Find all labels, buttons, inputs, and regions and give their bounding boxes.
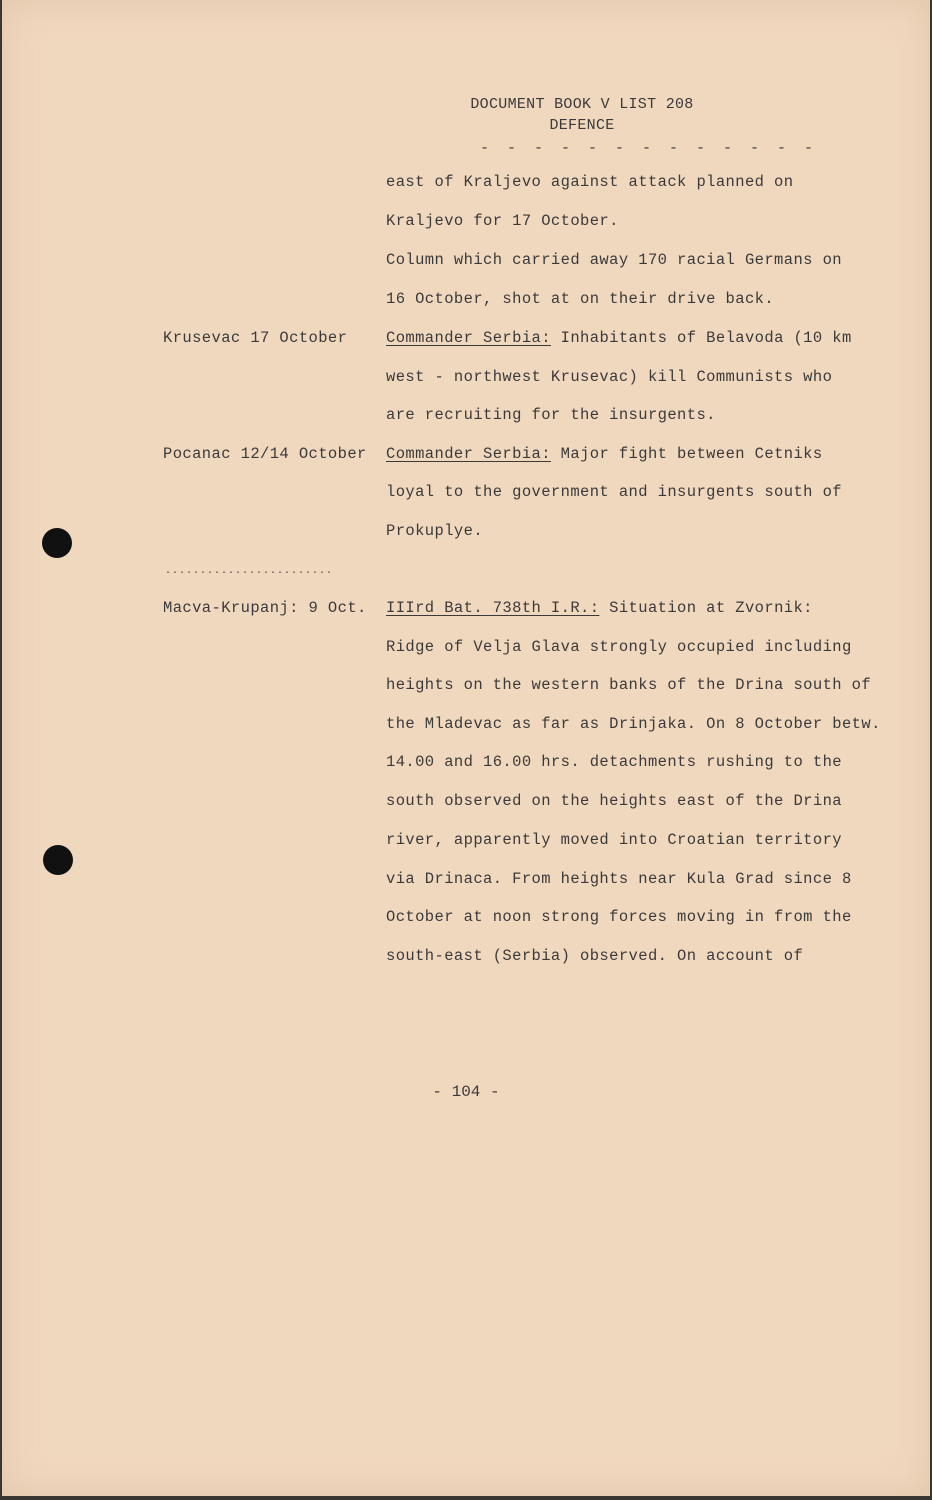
entry-text: Inhabitants of Belavoda (10 km <box>550 329 852 347</box>
document-page <box>2 0 930 1496</box>
text-line: south-east (Serbia) observed. On account of <box>386 947 804 965</box>
punch-hole <box>43 845 73 875</box>
text-line: heights on the western banks of the Drina south of <box>386 676 872 694</box>
text-line: Prokuplye. <box>386 522 484 540</box>
text-line: east of Kraljevo against attack planned on <box>386 173 794 191</box>
text-line: river, apparently moved into Croatian territory <box>386 831 842 849</box>
entry-source: Commander Serbia: <box>386 445 551 463</box>
text-line: loyal to the government and insurgents south of <box>386 483 842 501</box>
entry-text: Major fight between Cetniks <box>550 445 823 463</box>
header-rule: - - - - - - - - - - - - - <box>480 140 818 157</box>
section-divider: ........................ <box>165 566 334 577</box>
text-line: Ridge of Velja Glava strongly occupied including <box>386 638 852 656</box>
entry-source: Commander Serbia: <box>386 329 551 347</box>
entry-place-date: Krusevac 17 October <box>163 329 348 347</box>
document-subtitle: DEFENCE <box>549 117 615 134</box>
text-line: 16 October, shot at on their drive back. <box>386 290 775 308</box>
entry-first-line <box>386 329 852 347</box>
punch-hole <box>42 528 72 558</box>
text-line: October at noon strong forces moving in from the <box>386 908 852 926</box>
entry-source: IIIrd Bat. 738th I.R.: <box>386 599 600 617</box>
text-line: the Mladevac as far as Drinjaka. On 8 October betw. <box>386 715 881 733</box>
page-number: - 104 - <box>432 1083 500 1101</box>
text-line: 14.00 and 16.00 hrs. detachments rushing to the <box>386 753 842 771</box>
text-line: Column which carried away 170 racial Germans on <box>386 251 842 269</box>
text-line: west - northwest Krusevac) kill Communists who <box>386 368 833 386</box>
entry-place-date: Pocanac 12/14 October <box>163 445 367 463</box>
entry-first-line <box>386 599 813 617</box>
entry-place-date: Macva-Krupanj: 9 Oct. <box>163 599 367 617</box>
text-line: are recruiting for the insurgents. <box>386 406 716 424</box>
document-title: DOCUMENT BOOK V LIST 208 <box>470 96 694 113</box>
text-line: south observed on the heights east of the Drina <box>386 792 842 810</box>
text-line: Kraljevo for 17 October. <box>386 212 619 230</box>
entry-first-line <box>386 445 823 463</box>
text-line: via Drinaca. From heights near Kula Grad since 8 <box>386 870 852 888</box>
entry-text: Situation at Zvornik: <box>599 599 813 617</box>
